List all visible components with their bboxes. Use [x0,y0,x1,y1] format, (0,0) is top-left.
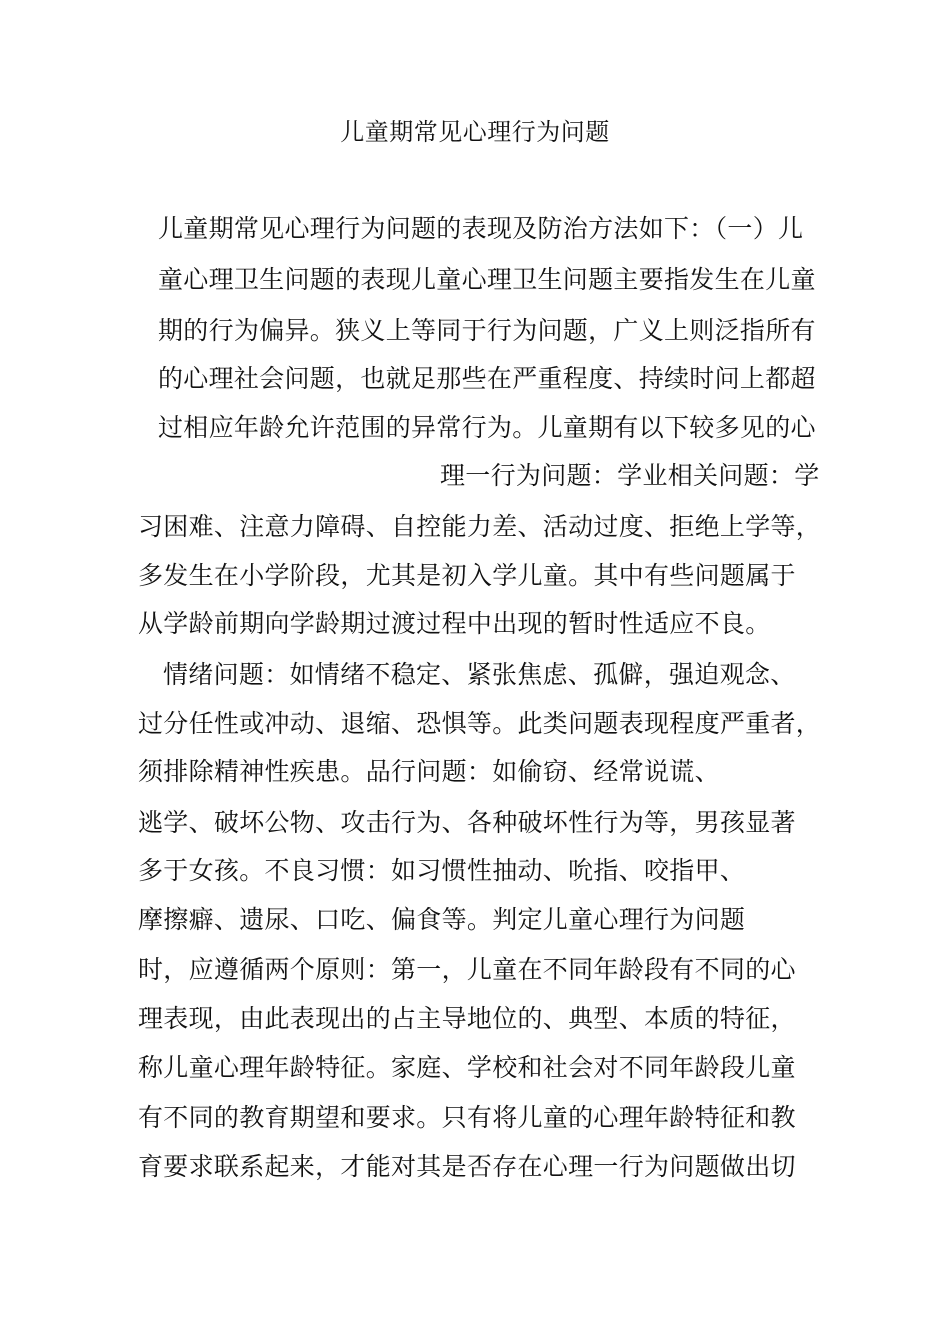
paragraph-line: 情绪问题：如情绪不稳定、紧张焦虑、孤僻，强迫观念、 [163,660,796,689]
paragraph-line: 童心理卫生问题的表现儿童心理卫生问题主要指发生在儿童 [158,265,816,294]
paragraph-line: 理一行为问题：学业相关问题：学 [440,461,820,490]
paragraph-line: 过相应年龄允许范围的异常行为。儿童期有以下较多见的心 [158,413,816,442]
paragraph-line: 须排除精神性疾患。品行问题：如偷窃、经常说谎、 [138,757,720,786]
paragraph-line: 的心理社会问题，也就足那些在严重程度、持续时问上都超 [158,364,816,393]
document-title: 儿童期常见心理行为问题 [340,118,610,146]
paragraph-line: 理表现，由此表现出的占主导地位的、典型、本质的特征， [138,1004,796,1033]
paragraph-line: 过分任性或冲动、退缩、恐惧等。此类问题表现程度严重者， [138,709,822,738]
paragraph-line: 期的行为偏异。狭义上等同于行为问题，广义上则泛指所有 [158,316,816,345]
paragraph-line: 有不同的教育期望和要求。只有将儿童的心理年龄特征和教 [138,1103,796,1132]
paragraph-line: 习困难、注意力障碍、自控能力差、活动过度、拒绝上学等， [138,512,822,541]
paragraph-line: 摩擦癖、遗尿、口吃、偏食等。判定儿童心理行为问题 [138,905,746,934]
paragraph-line: 儿童期常见心理行为问题的表现及防治方法如下：（一）儿 [158,214,804,243]
paragraph-line: 多发生在小学阶段，尤其是初入学儿童。其中有些问题属于 [138,561,796,590]
paragraph-line: 称儿童心理年龄特征。家庭、学校和社会对不同年龄段儿童 [138,1053,796,1082]
paragraph-line: 从学龄前期向学龄期过渡过程中出现的暂时性适应不良。 [138,609,771,638]
paragraph-line: 育要求联系起来，才能对其是否存在心理一行为问题做出切 [138,1152,796,1181]
paragraph-line: 多于女孩。不良习惯：如习惯性抽动、吮指、咬指甲、 [138,856,746,885]
paragraph-line: 逃学、破坏公物、攻击行为、各种破坏性行为等，男孩显著 [138,808,796,837]
paragraph-line: 时，应遵循两个原则：第一，儿童在不同年龄段有不同的心 [138,955,796,984]
